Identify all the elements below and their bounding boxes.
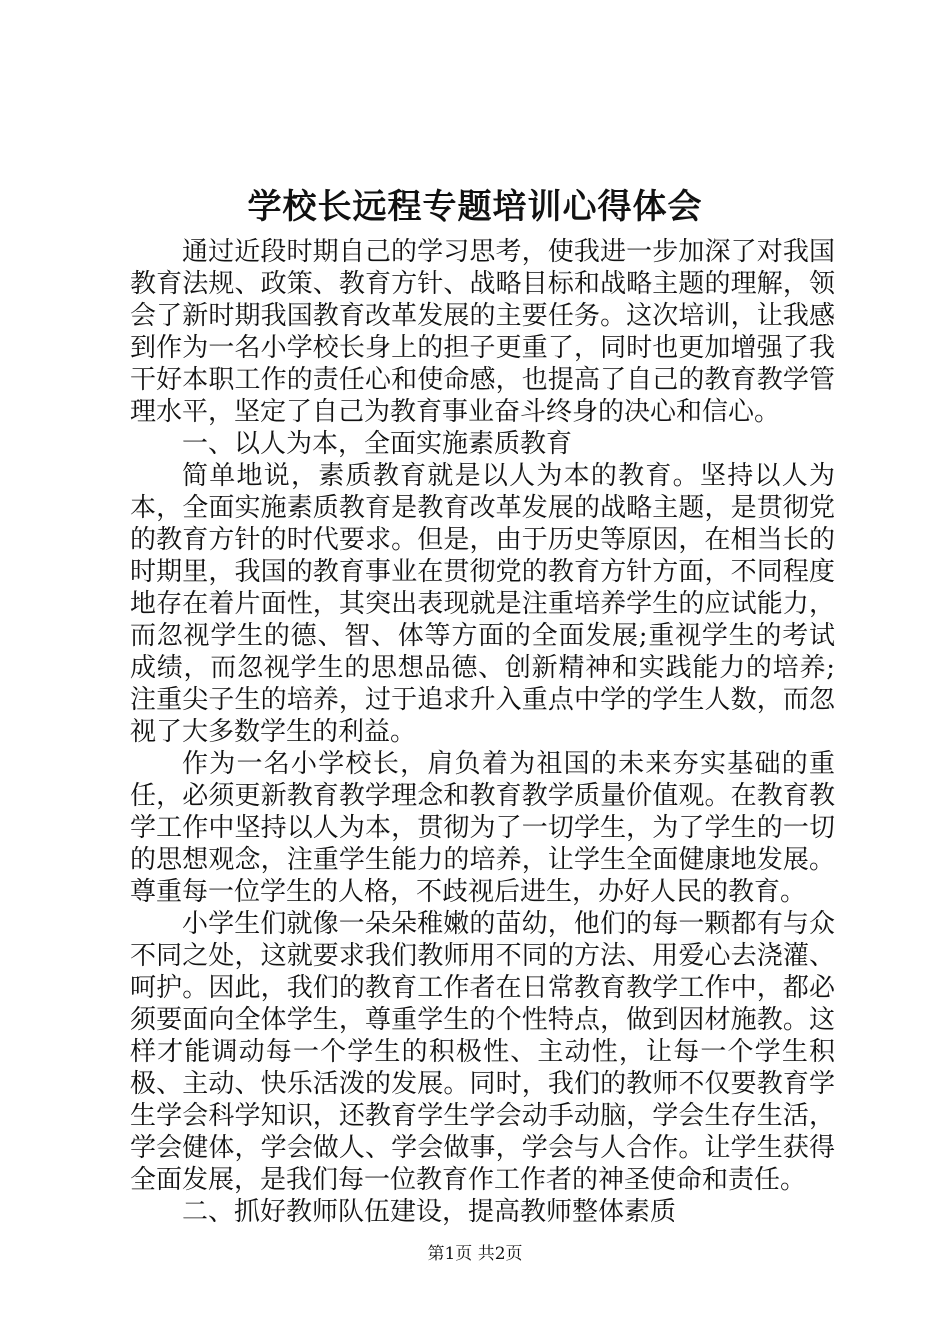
paragraph-intro: 通过近段时期自己的学习思考，使我进一步加深了对我国教育法规、政策、教育方针、战略目标和战略主题的理解，领会了新时期我国教育改革发展的主要任务。这次培训，让我感到作为一名小学校长身上的担子更重了，同时也更加增强了我干好本职工作的责任心和使命感，也提高了自己的教育教学管理水平，坚定了自己为教育事业奋斗终身的决心和信心。 <box>130 237 835 427</box>
paragraph-students: 小学生们就像一朵朵稚嫩的苗幼，他们的每一颗都有与众不同之处，这就要求我们教师用不同的方法、用爱心去浇灌、呵护。因此，我们的教育工作者在日常教育教学工作中，都必须要面向全体学生，尊重学生的个性特点，做到因材施教。这样才能调动每一个学生的积极性、主动性，让每一个学生积极、主动、快乐活泼的发展。同时，我们的教师不仅要教育学生学会科学知识，还教育学生学会动手动脑，学会生存生活，学会健体，学会做人、学会做事，学会与人合作。让学生获得全面发展，是我们每一位教育作工作者的神圣使命和责任。 <box>130 909 835 1195</box>
page-number: 第1页 共2页 <box>427 1244 523 1264</box>
paragraph-principal-role: 作为一名小学校长，肩负着为祖国的未来夯实基础的重任，必须更新教育教学理念和教育教学质量价值观。在教育教学工作中坚持以人为本，贯彻为了一切学生，为了学生的一切的思想观念，注重学生能力的培养，让学生全面健康地发展。尊重每一位学生的人格，不歧视后进生，办好人民的教育。 <box>130 749 835 907</box>
paragraph-quality-education: 简单地说，素质教育就是以人为本的教育。坚持以人为本，全面实施素质教育是教育改革发展的战略主题，是贯彻党的教育方针的时代要求。但是，由于历史等原因，在相当长的时期里，我国的教育事业在贯彻党的教育方针方面，不同程度地存在着片面性，其突出表现就是注重培养学生的应试能力，而忽视学生的德、智、体等方面的全面发展;重视学生的考试成绩，而忽视学生的思想品德、创新精神和实践能力的培养;注重尖子生的培养，过于追求升入重点中学的学生人数，而忽视了大多数学生的利益。 <box>130 461 835 747</box>
document-title: 学校长远程专题培训心得体会 <box>247 187 703 227</box>
document-body <box>130 236 835 1228</box>
section-heading-2: 二、抓好教师队伍建设，提高教师整体素质 <box>182 1197 677 1227</box>
section-heading-1: 一、以人为本，全面实施素质教育 <box>182 429 573 459</box>
